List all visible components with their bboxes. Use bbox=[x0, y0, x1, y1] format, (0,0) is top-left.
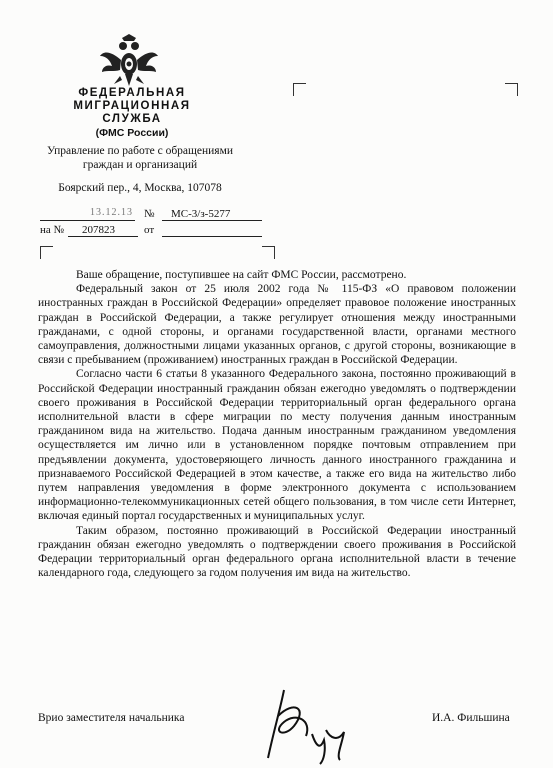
recipient-bracket-top-left bbox=[293, 83, 306, 96]
address-bracket-top-right bbox=[262, 246, 275, 259]
reference-label: на № bbox=[40, 224, 65, 236]
signer-title: Врио заместителя начальника bbox=[38, 712, 185, 724]
registration-block bbox=[40, 207, 280, 239]
organization-address: Боярский пер., 4, Москва, 107078 bbox=[58, 182, 222, 194]
organization-name bbox=[42, 87, 222, 140]
org-line-2: МИГРАЦИОННАЯ СЛУЖБА bbox=[73, 100, 191, 125]
body-paragraph-3: Согласно части 6 статьи 8 указанного Федерального закона, постоянно проживающий в Российской Федерации иностранный гражданин обязан ежегодно уведомлять о подтверждении своего проживания в Российской Федерации территориальный орган федерального органа исполнительной власти в сфере миграции по месту получения данным иностранным гражданином вида на жительство. Подача данным иностранным гражданином уведомления осуществляется им лично или в установленном порядке почтовым отправлением при предъявлении документа, удостоверяющего личность данного иностранного гражданина и признаваемого Российской Федерацией в этом качестве, а также его вида на жительство либо путем направления уведомления в форме электронного документа с использованием информационно-телекоммуникационных сетей общего пользования, в том числе сети Интернет, включая единый портал государственных и муниципальных услуг. bbox=[38, 368, 516, 523]
department-line-2: граждан и организаций bbox=[82, 159, 198, 171]
from-underline bbox=[162, 223, 262, 237]
double-headed-eagle-icon bbox=[98, 30, 160, 92]
recipient-bracket-top-right bbox=[505, 83, 518, 96]
org-line-1: ФЕДЕРАЛЬНАЯ bbox=[78, 87, 186, 99]
from-label: от bbox=[144, 224, 155, 236]
handwritten-signature bbox=[254, 680, 364, 766]
department-line-1: Управление по работе с обращениями bbox=[46, 145, 234, 157]
reference-value: 207823 bbox=[82, 224, 115, 236]
department-name bbox=[40, 144, 240, 172]
number-value: МС-3/з-5277 bbox=[171, 208, 231, 220]
signer-name: И.А. Фильшина bbox=[432, 712, 510, 724]
date-stamp: 13.12.13 bbox=[90, 207, 133, 218]
body-paragraph-4: Таким образом, постоянно проживающий в Российской Федерации иностранный гражданин обязан ежегодно уведомлять о подтверждении своего проживания в Российской Федерации территориальный орган федерального органа исполнительной власти в течение календарного года, следующего за годом получения им вида на жительство. bbox=[38, 524, 516, 580]
letter-body bbox=[38, 268, 516, 580]
org-short-name: (ФМС России) bbox=[95, 127, 169, 139]
number-label: № bbox=[144, 208, 155, 220]
body-paragraph-1: Ваше обращение, поступившее на сайт ФМС России, рассмотрено. bbox=[76, 269, 407, 281]
address-bracket-top-left bbox=[40, 246, 53, 259]
body-paragraph-2: Федеральный закон от 25 июля 2002 года № 115-ФЗ «О правовом положении иностранных граждан в Российской Федерации» определяет правовое положение иностранных граждан в Российской Федерации, а также регулирует отношения между иностранными гражданами, с одной стороны, и органами государственной власти, органами местного самоуправления, должностными лицами указанных органов, с другой стороны, возникающие в связи с пребыванием (проживанием) иностранных граждан в Российской Федерации. bbox=[38, 283, 516, 367]
